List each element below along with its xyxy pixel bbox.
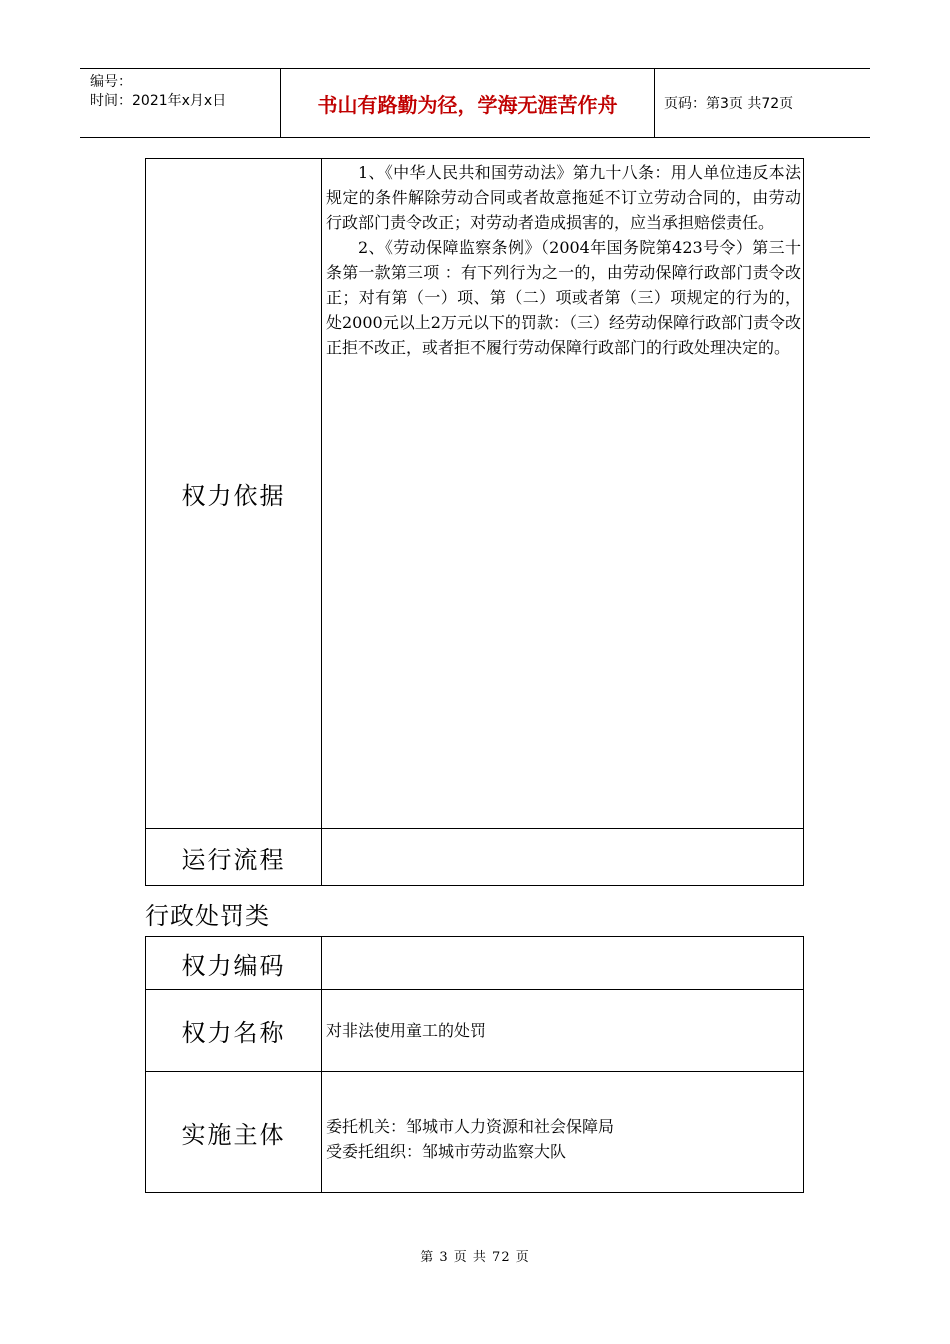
name-row bbox=[146, 990, 804, 1072]
subject-label: 实施主体 bbox=[146, 1072, 322, 1193]
section-title: 行政处罚类 bbox=[145, 902, 270, 930]
basis-label: 权力依据 bbox=[146, 159, 322, 829]
power-info-table bbox=[145, 936, 804, 1193]
subject-row bbox=[146, 1072, 804, 1193]
page-footer: 第 3 页 共 72 页 bbox=[420, 1250, 530, 1265]
header-motto: 书山有路勤为径，学海无涯苦作舟 bbox=[280, 69, 655, 137]
subject-cell bbox=[322, 1072, 804, 1193]
power-basis-table bbox=[145, 158, 804, 886]
header-page-number: 页码：第3页 共72页 bbox=[664, 96, 794, 112]
process-row bbox=[146, 829, 804, 886]
name-label: 权力名称 bbox=[146, 990, 322, 1072]
page-header bbox=[80, 68, 870, 138]
header-meta bbox=[80, 69, 280, 137]
basis-row bbox=[146, 159, 804, 829]
name-value: 对非法使用童工的处罚 bbox=[326, 1021, 487, 1040]
basis-paragraph: 2、《劳动保障监察条例》（2004年国务院第423号令）第三十条第一款第三项 ：有下列行为之一的，由劳动保障行政部门责令改正；对有第（一）项、第（二）项或者第（三）项规定的行为的，处2000元以上2万元以下的罚款：（三）经劳动保障行政部门责令改正拒不改正，或者拒不履行劳动保障行政部门的行政处理决定的。 bbox=[326, 238, 801, 357]
subject-line-2: 受委托组织：邹城市劳动监察大队 bbox=[326, 1142, 567, 1161]
process-value bbox=[322, 829, 804, 886]
document-time-label: 时间：2021年x月x日 bbox=[90, 93, 227, 109]
code-row bbox=[146, 937, 804, 990]
document-number-label: 编号： bbox=[90, 74, 132, 90]
basis-content bbox=[322, 159, 804, 829]
code-label: 权力编码 bbox=[146, 937, 322, 990]
code-value bbox=[322, 937, 804, 990]
basis-paragraph: 1、《中华人民共和国劳动法》第九十八条：用人单位违反本法规定的条件解除劳动合同或者故意拖延不订立劳动合同的，由劳动行政部门责令改正；对劳动者造成损害的，应当承担赔偿责任。 bbox=[326, 163, 801, 232]
process-label: 运行流程 bbox=[146, 829, 322, 886]
subject-line-1: 委托机关：邹城市人力资源和社会保障局 bbox=[326, 1117, 615, 1136]
name-cell bbox=[322, 990, 804, 1072]
